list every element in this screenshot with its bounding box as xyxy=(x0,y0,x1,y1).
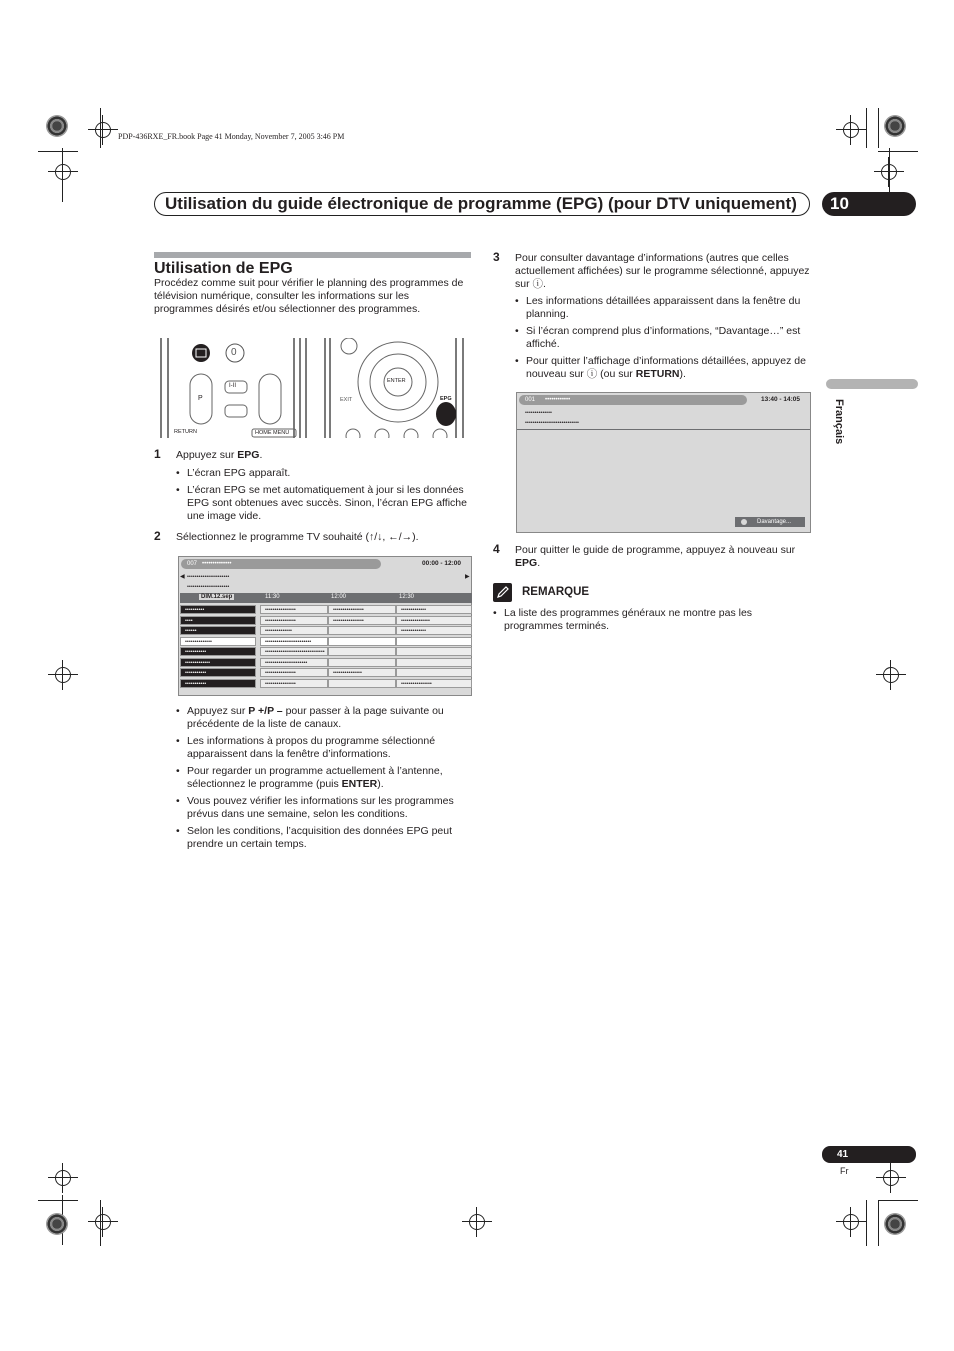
info-line: •••••••••••••• xyxy=(525,410,552,416)
epg-cell: ••••••••••••• xyxy=(396,605,472,614)
epg-cell: •••• xyxy=(180,616,256,625)
more-button xyxy=(735,517,805,527)
epg-cell: ••••••••••••••• xyxy=(396,616,472,625)
step-2-number: 2 xyxy=(154,529,161,543)
chapter-number: 10 xyxy=(822,192,916,216)
step-1-bullets xyxy=(176,467,472,527)
list-item: • Vous pouvez vérifier les informations sur les programmes prévus dans une semaine, selon les conditions. xyxy=(176,795,472,821)
epg-cell: ••••••••••••• xyxy=(396,626,472,635)
epg-time-3: 12:30 xyxy=(399,594,415,600)
crop-line xyxy=(38,1200,78,1201)
section-intro: Procédez comme suit pour vérifier le planning des programmes de télévision numérique, consulter les informations sur les programmes désirés et/ou sélectionner des programmes. xyxy=(154,277,464,315)
epg-cell xyxy=(396,668,472,677)
p-label: P xyxy=(198,395,203,402)
epg-date: DIM.12.sep xyxy=(201,594,233,600)
step-4-text xyxy=(515,544,811,570)
list-item-pre: Appuyez sur xyxy=(187,705,249,717)
epg-cell: ••••••••••• xyxy=(180,668,256,677)
page-number: 41 xyxy=(822,1146,916,1163)
epg-time-2: 12:00 xyxy=(331,594,347,600)
return-key: RETURN xyxy=(635,368,680,380)
crop-registration-mark-icon xyxy=(48,660,78,690)
epg-row[interactable] xyxy=(180,668,472,677)
crop-line xyxy=(100,1200,101,1246)
epg-cell: •••••••••• xyxy=(180,605,256,614)
epg-channel: 007 xyxy=(187,561,198,567)
crop-line xyxy=(878,108,879,148)
epg-cell xyxy=(328,658,396,667)
crop-registration-mark-icon xyxy=(836,1207,866,1237)
registration-sunburst-icon xyxy=(884,115,906,137)
epg-row[interactable] xyxy=(180,616,472,625)
epg-cell: •••••• xyxy=(180,626,256,635)
step-3-number: 3 xyxy=(493,250,500,264)
language-tab xyxy=(826,379,918,389)
epg-right-arrow-icon: ▶ xyxy=(465,574,470,580)
epg-cell: •••••••••••••••••••••••• xyxy=(260,637,328,646)
crop-registration-mark-icon xyxy=(88,115,118,145)
epg-row[interactable] xyxy=(180,605,472,614)
list-item xyxy=(515,355,811,381)
zero-button-label: 0 xyxy=(231,347,237,358)
epg-cell xyxy=(328,626,396,635)
epg-label: EPG xyxy=(440,396,452,402)
epg-cell: ••••••••••••• xyxy=(180,658,256,667)
epg-channel-bar xyxy=(181,559,381,569)
info-channel-name: •••••••••••• xyxy=(545,397,571,403)
epg-cell xyxy=(328,647,396,656)
return-label: RETURN xyxy=(174,429,197,435)
language-code: Fr xyxy=(840,1166,849,1176)
epg-cell: ••••••••••• xyxy=(180,679,256,688)
step-4-number: 4 xyxy=(493,542,500,556)
remote-illustration xyxy=(160,338,472,438)
epg-cell xyxy=(328,637,396,646)
crop-line xyxy=(878,1200,879,1246)
registration-sunburst-icon xyxy=(46,1213,68,1235)
epg-cell: •••••••••••••••• xyxy=(328,605,396,614)
epg-cell: ••••••••••••••••••••••••••••••• xyxy=(260,647,328,656)
list-item-post: ). xyxy=(679,368,686,380)
epg-cell xyxy=(396,647,472,656)
list-item: • La liste des programmes généraux ne montre pas les programmes terminés. xyxy=(493,607,811,633)
crop-registration-mark-icon xyxy=(88,1207,118,1237)
crop-line xyxy=(38,151,78,152)
epg-row[interactable] xyxy=(180,637,472,646)
epg-row[interactable] xyxy=(180,679,472,688)
enter-label: ENTER xyxy=(387,378,406,384)
home-menu-label: HOME MENU xyxy=(255,430,290,436)
list-item: • L’écran EPG apparaît. xyxy=(176,467,472,480)
list-item: • Les informations détaillées apparaissent dans la fenêtre du planning. xyxy=(515,295,811,321)
epg-info-line: •••••••••••••••••••••• xyxy=(187,574,230,580)
info-divider xyxy=(517,429,810,430)
list-item-pre: Pour regarder un programme actuellement à l’antenne, sélectionnez le programme (puis xyxy=(187,765,443,790)
epg-cell: •••••••••••••••• xyxy=(260,668,328,677)
step-1-text-post: . xyxy=(259,449,263,461)
file-header: PDP-436RXE_FR.book Page 41 Monday, November 7, 2005 3:46 PM xyxy=(118,132,345,141)
list-item xyxy=(176,705,472,731)
info-channel-bar xyxy=(519,395,747,405)
exit-label: EXIT xyxy=(340,397,353,403)
epg-channel-name: •••••••••••••• xyxy=(202,561,232,567)
epg-cell: •••••••••••••• xyxy=(180,637,256,646)
step-2-text: Sélectionnez le programme TV souhaité (↑/↓, ←/→). xyxy=(176,531,419,543)
crop-registration-mark-icon xyxy=(876,660,906,690)
epg-cell: •••••••••••••••• xyxy=(260,616,328,625)
epg-time-1: 11:30 xyxy=(265,594,280,600)
crop-line xyxy=(866,1200,867,1246)
step-4-text-pre: Pour quitter le guide de programme, appuyez à nouveau sur xyxy=(515,544,796,556)
crop-registration-mark-icon xyxy=(48,157,78,187)
crop-registration-mark-icon xyxy=(876,1163,906,1193)
epg-cell: •••••••••••••••• xyxy=(260,605,328,614)
epg-left-arrow-icon: ◀ xyxy=(180,574,185,580)
registration-sunburst-icon xyxy=(46,115,68,137)
epg-cell: •••••••••••••••• xyxy=(396,679,472,688)
list-item xyxy=(176,765,472,791)
epg-cell: ••••••••••••••• xyxy=(328,668,396,677)
list-item-pre: Pour quitter l’affichage d’informations détaillées, appuyez de nouveau sur ⓘ (ou sur xyxy=(526,355,806,380)
list-item: • Selon les conditions, l’acquisition des données EPG peut prendre un certain temps. xyxy=(176,825,472,851)
more-dot-icon xyxy=(741,519,747,525)
epg-row[interactable] xyxy=(180,658,472,667)
info-line: •••••••••••••••••••••••••••• xyxy=(525,420,579,426)
language-label: Français xyxy=(833,399,845,445)
epg-time-range: 00:00 - 12:00 xyxy=(421,560,461,567)
registration-sunburst-icon xyxy=(884,1213,906,1235)
note-bullets xyxy=(493,607,811,637)
epg-row[interactable] xyxy=(180,626,472,635)
chapter-title: Utilisation du guide électronique de programme (EPG) (pour DTV uniquement) xyxy=(154,192,810,216)
list-item-post: pour passer à la page suivante ou précédente de la liste de canaux. xyxy=(187,705,444,730)
epg-cell: •••••••••••••••• xyxy=(260,679,328,688)
epg-info-line: •••••••••••••••••••••• xyxy=(187,584,230,590)
list-item: • Les informations à propos du programme sélectionné apparaissent dans la fenêtre d’informations. xyxy=(176,735,472,761)
remote-control-diagram xyxy=(160,338,472,438)
epg-cell xyxy=(396,637,472,646)
list-item-post: ). xyxy=(377,778,384,790)
note-pencil-icon xyxy=(493,583,512,602)
list-item: • Si l’écran comprend plus d’informations, “Davantage…” est affiché. xyxy=(515,325,811,351)
info-channel: 001 xyxy=(525,397,536,403)
section-rule xyxy=(154,252,471,258)
epg-cell: •••••••••••••••• xyxy=(328,616,396,625)
enter-key: ENTER xyxy=(341,778,378,790)
crop-line xyxy=(100,108,101,148)
epg-screen-illustration xyxy=(178,556,472,696)
crop-registration-mark-icon xyxy=(836,115,866,145)
epg-key: EPG xyxy=(237,449,260,461)
step-2-bullets xyxy=(176,705,472,855)
epg-key: EPG xyxy=(515,557,538,569)
step-3-bullets xyxy=(515,295,811,385)
crop-line xyxy=(62,148,63,202)
crop-registration-mark-icon xyxy=(462,1207,492,1237)
epg-cell: •••••••••••••••••••••• xyxy=(260,658,328,667)
note-title: REMARQUE xyxy=(522,586,590,598)
epg-cell xyxy=(396,658,472,667)
i-ii-label: I-II xyxy=(229,383,236,389)
step-1-number: 1 xyxy=(154,447,161,461)
step-4-text-post: . xyxy=(537,557,541,569)
epg-cell xyxy=(328,679,396,688)
step-1-text-pre: Appuyez sur xyxy=(176,449,238,461)
section-title: Utilisation de EPG xyxy=(154,260,293,277)
more-label: Davantage... xyxy=(757,519,792,525)
step-3-text: Pour consulter davantage d’informations (autres que celles actuellement affichées) sur le programme sélectionné, appuyez sur ⓘ. xyxy=(515,252,810,290)
epg-cell: ••••••••••• xyxy=(180,647,256,656)
epg-row[interactable] xyxy=(180,647,472,656)
info-screen-illustration xyxy=(516,392,811,533)
crop-line xyxy=(878,1200,918,1201)
crop-registration-mark-icon xyxy=(48,1163,78,1193)
epg-cell: •••••••••••••• xyxy=(260,626,328,635)
step-1-text xyxy=(176,449,262,462)
pencil-icon xyxy=(493,583,512,602)
p-key: P +/P – xyxy=(248,705,283,717)
crop-line xyxy=(866,108,867,148)
info-time-range: 13:40 - 14:05 xyxy=(760,396,800,403)
list-item: • L’écran EPG se met automatiquement à jour si les données EPG sont obtenues avec succès. Sinon, l’écran EPG affiche une image vide. xyxy=(176,484,472,523)
crop-line xyxy=(878,151,918,152)
